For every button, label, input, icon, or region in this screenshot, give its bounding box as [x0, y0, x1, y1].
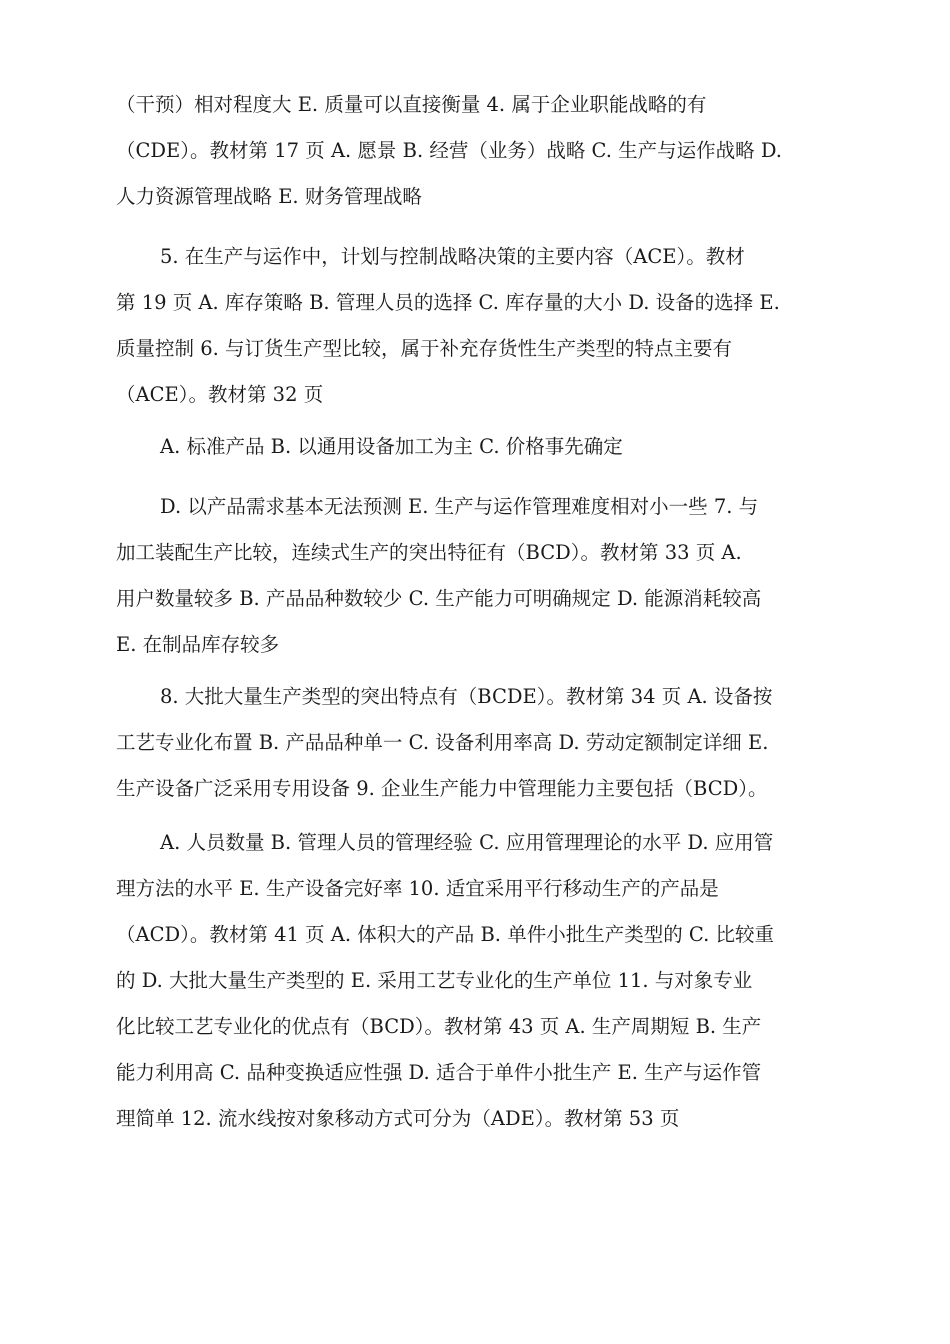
text-line: （ACE）。教材第 32 页 — [116, 383, 324, 406]
text-line: 加工装配生产比较，连续式生产的突出特征有（BCD）。教材第 33 页 A. — [116, 541, 742, 564]
text-line: 8. 大批大量生产类型的突出特点有（BCDE）。教材第 34 页 A. 设备按 — [160, 685, 773, 708]
text-line: 理简单 12. 流水线按对象移动方式可分为（ADE）。教材第 53 页 — [116, 1107, 680, 1130]
text-line: D. 以产品需求基本无法预测 E. 生产与运作管理难度相对小一些 7. 与 — [160, 495, 759, 518]
text-line: 生产设备广泛采用专用设备 9. 企业生产能力中管理能力主要包括（BCD）。 — [116, 777, 768, 800]
text-line: （ACD）。教材第 41 页 A. 体积大的产品 B. 单件小批生产类型的 C. 比较重 — [116, 923, 775, 946]
paragraph-1 — [116, 82, 856, 220]
text-line: 第 19 页 A. 库存策略 B. 管理人员的选择 C. 库存量的大小 D. 设备的选择 E. — [116, 291, 780, 314]
text-line: 工艺专业化布置 B. 产品品种单一 C. 设备利用率高 D. 劳动定额制定详细 E. — [116, 731, 769, 754]
text-line: 理方法的水平 E. 生产设备完好率 10. 适宜采用平行移动生产的产品是 — [116, 877, 719, 900]
paragraph-6 — [116, 820, 856, 1142]
paragraph-5 — [116, 674, 856, 812]
text-line: （干预）相对程度大 E. 质量可以直接衡量 4. 属于企业职能战略的有 — [116, 93, 707, 116]
text-line: 用户数量较多 B. 产品品种数较少 C. 生产能力可明确规定 D. 能源消耗较高 — [116, 587, 762, 610]
text-line: 5. 在生产与运作中，计划与控制战略决策的主要内容（ACE）。教材 — [160, 245, 745, 268]
text-line: E. 在制品库存较多 — [116, 633, 280, 656]
paragraph-4 — [116, 484, 856, 668]
paragraph-2 — [116, 234, 856, 418]
text-line: A. 标准产品 B. 以通用设备加工为主 C. 价格事先确定 — [160, 435, 623, 458]
text-line: A. 人员数量 B. 管理人员的管理经验 C. 应用管理理论的水平 D. 应用管 — [160, 831, 774, 854]
text-line: 质量控制 6. 与订货生产型比较，属于补充存货性生产类型的特点主要有 — [116, 337, 733, 360]
text-line: 能力利用高 C. 品种变换适应性强 D. 适合于单件小批生产 E. 生产与运作管 — [116, 1061, 762, 1084]
text-line: （CDE）。教材第 17 页 A. 愿景 B. 经营（业务）战略 C. 生产与运作战略 D. — [116, 139, 783, 162]
text-line: 化比较工艺专业化的优点有（BCD）。教材第 43 页 A. 生产周期短 B. 生产 — [116, 1015, 762, 1038]
paragraph-3 — [116, 424, 856, 470]
text-line: 的 D. 大批大量生产类型的 E. 采用工艺专业化的生产单位 11. 与对象专业 — [116, 969, 753, 992]
text-line: 人力资源管理战略 E. 财务管理战略 — [116, 185, 422, 208]
